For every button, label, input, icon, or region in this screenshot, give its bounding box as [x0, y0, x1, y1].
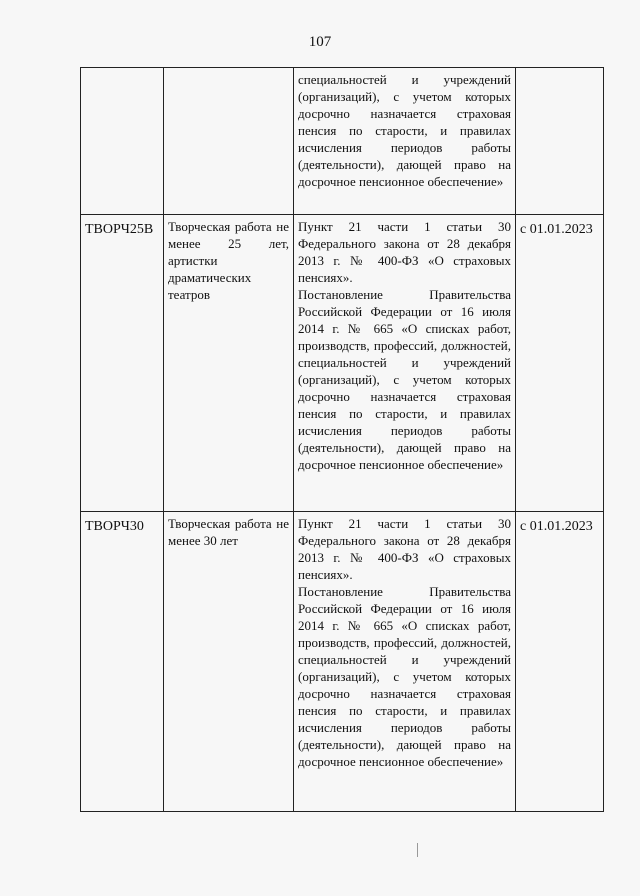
code-cell: ТВОРЧ25В	[81, 215, 164, 512]
basis-law-text: Пункт 21 части 1 статьи 30 Федерального закона от 28 декабря 2013 г. № 400-ФЗ «О страховых пенсиях».	[298, 516, 511, 582]
scan-mark	[417, 843, 418, 857]
date-cell: с 01.01.2023	[516, 512, 604, 812]
page-number: 107	[308, 34, 332, 50]
basis-text: специальностей и учреждений (организаций), с учетом которых досрочно назначается страховая пенсия по старости, и правилах исчисления периодов работы (деятельности), дающей право на досрочное пенсионное обеспечение»	[298, 72, 511, 189]
code-cell	[81, 68, 164, 215]
basis-cell	[294, 512, 516, 812]
pension-codes-table	[80, 67, 604, 812]
table-row-continuation	[81, 68, 604, 215]
code-cell: ТВОРЧ30	[81, 512, 164, 812]
basis-cell	[294, 215, 516, 512]
basis-decree-text: Постановление Правительства Российской Федерации от 16 июля 2014 г. № 665 «О списках работ, производств, профессий, должностей, специальностей и учреждений (организаций), с учетом которых досрочно назначается страховая пенсия по старости, и правилах исчисления периодов работы (деятельности), дающей право на досрочное пенсионное обеспечение»	[298, 584, 511, 769]
table-row	[81, 512, 604, 812]
date-cell: с 01.01.2023	[516, 215, 604, 512]
description-cell	[164, 68, 294, 215]
description-cell: Творческая работа не менее 30 лет	[164, 512, 294, 812]
basis-law-text: Пункт 21 части 1 статьи 30 Федерального закона от 28 декабря 2013 г. № 400-ФЗ «О страховых пенсиях».	[298, 219, 511, 285]
table-row	[81, 215, 604, 512]
description-cell: Творческая работа не менее 25 лет, артистки драматических театров	[164, 215, 294, 512]
basis-decree-text: Постановление Правительства Российской Федерации от 16 июля 2014 г. № 665 «О списках работ, производств, профессий, должностей, специальностей и учреждений (организаций), с учетом которых досрочно назначается страховая пенсия по старости, и правилах исчисления периодов работы (деятельности), дающей право на досрочное пенсионное обеспечение»	[298, 287, 511, 472]
date-cell	[516, 68, 604, 215]
basis-cell	[294, 68, 516, 215]
